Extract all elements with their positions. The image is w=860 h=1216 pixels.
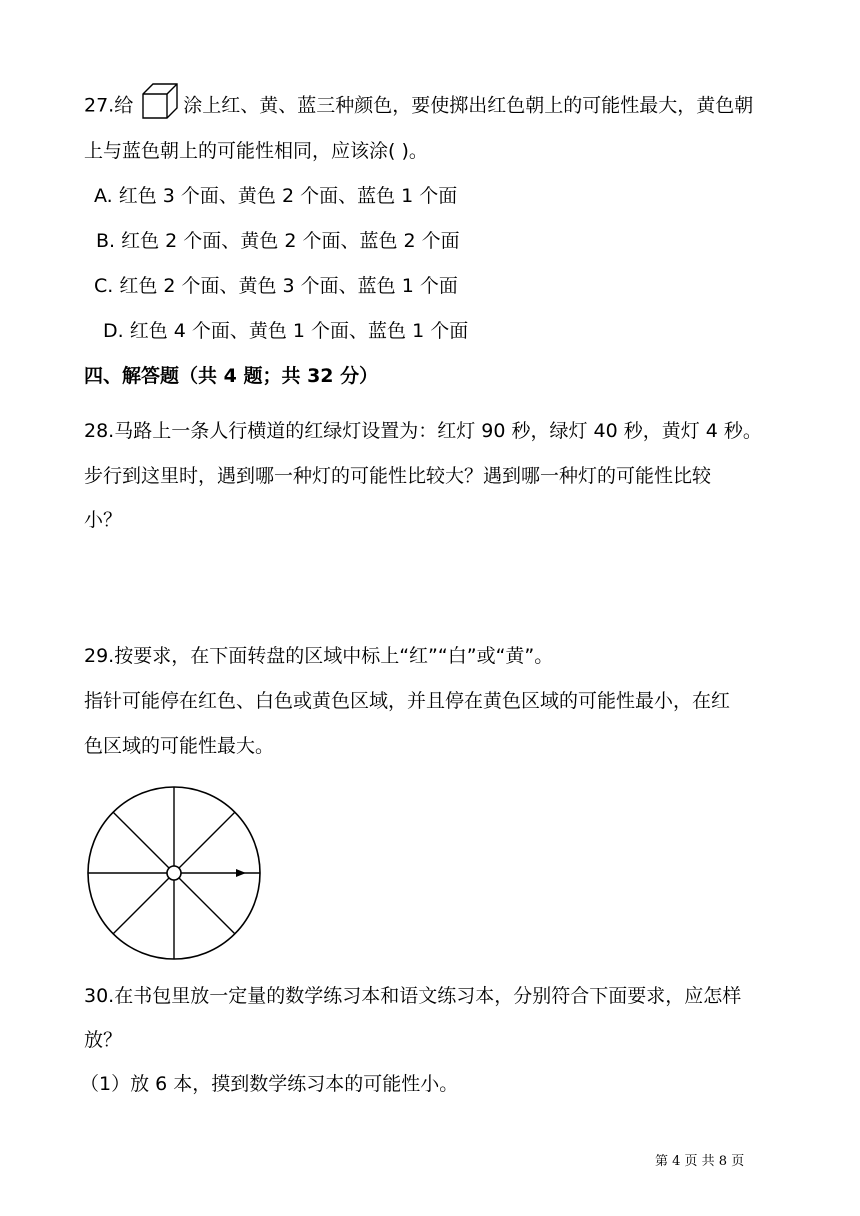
q27-line2: 上与蓝色朝上的可能性相同，应该涂( )。	[84, 140, 428, 162]
q28-line2: 步行到这里时，遇到哪一种灯的可能性比较大？遇到哪一种灯的可能性比较	[84, 465, 712, 487]
q29-line2: 指针可能停在红色、白色或黄色区域，并且停在黄色区域的可能性最小，在红	[84, 690, 731, 712]
spinner-diagram	[84, 783, 264, 963]
q27-text-line1: 涂上红、黄、蓝三种颜色，要使掷出红色朝上的可能性最大，黄色朝	[183, 94, 754, 117]
q27-option-d: D. 红色 4 个面、黄色 1 个面、蓝色 1 个面	[103, 320, 469, 342]
q27-option-c: C. 红色 2 个面、黄色 3 个面、蓝色 1 个面	[94, 275, 458, 297]
q28-line1: 28.马路上一条人行横道的红绿灯设置为：红灯 90 秒，绿灯 40 秒，黄灯 4 秒。	[84, 420, 762, 442]
q27-prefix: 27.给	[84, 94, 134, 117]
q30-line1: 30.在书包里放一定量的数学练习本和语文练习本，分别符合下面要求，应怎样	[84, 985, 742, 1007]
q28-line3: 小？	[84, 509, 123, 531]
spinner-center-hub	[167, 866, 181, 880]
q29-line1: 29.按要求，在下面转盘的区域中标上“红”“白”或“黄”。	[84, 645, 554, 667]
q27-line1	[84, 92, 753, 120]
section-heading: 四、解答题（共 4 题；共 32 分）	[84, 365, 379, 387]
q30-sub1: （1）放 6 本，摸到数学练习本的可能性小。	[80, 1073, 459, 1095]
q27-option-a: A. 红色 3 个面、黄色 2 个面、蓝色 1 个面	[94, 185, 458, 207]
q29-line3: 色区域的可能性最大。	[84, 735, 275, 757]
q30-line2: 放？	[84, 1029, 123, 1051]
q27-option-b: B. 红色 2 个面、黄色 2 个面、蓝色 2 个面	[96, 230, 460, 252]
cube-icon	[141, 82, 179, 120]
page-footer: 第 4 页 共 8 页	[655, 1154, 745, 1169]
